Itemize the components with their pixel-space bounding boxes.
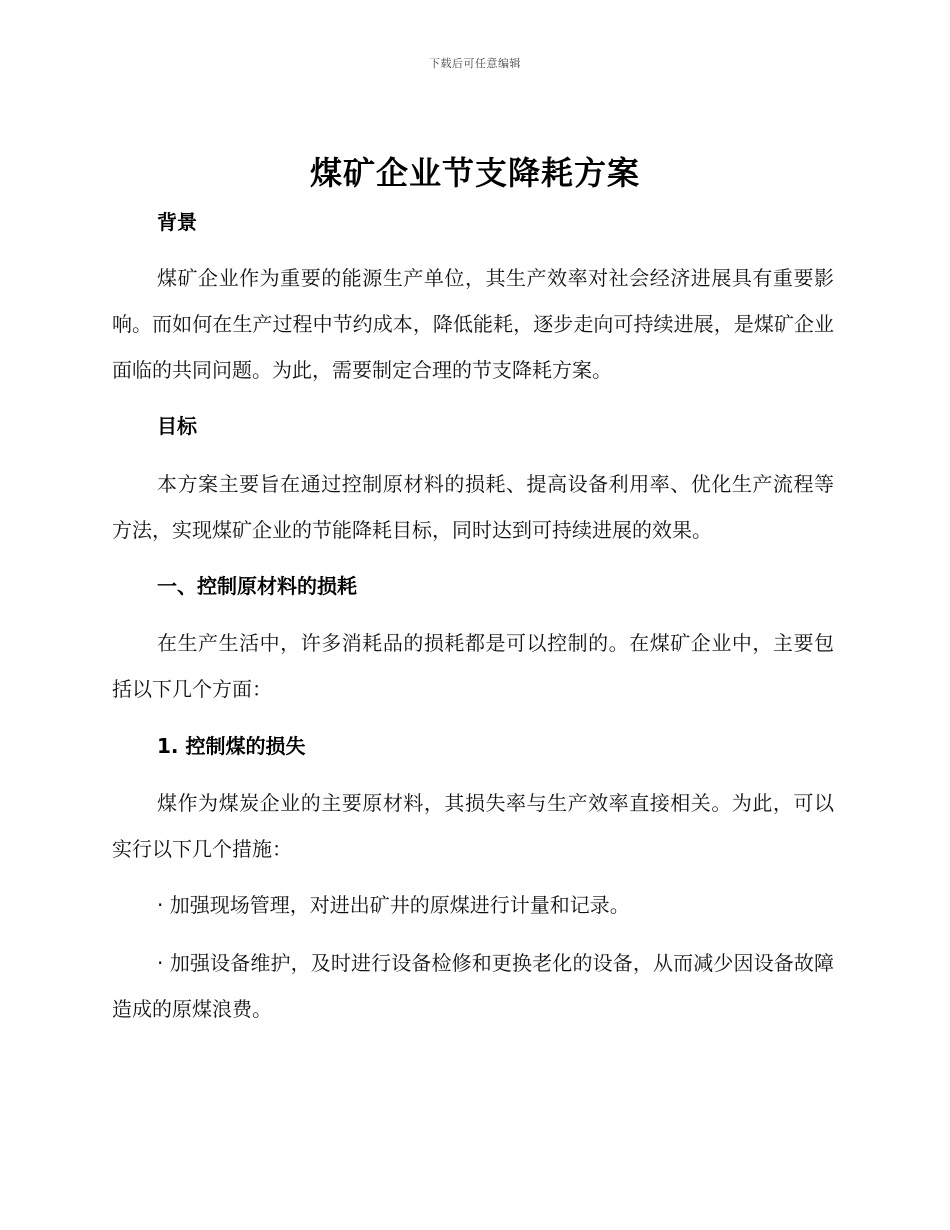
background-paragraph: 煤矿企业作为重要的能源生产单位，其生产效率对社会经济进展具有重要影响。而如何在生产过程中节约成本，降低能耗，逐步走向可持续进展，是煤矿企业面临的共同问题。为此，需要制定合理的节支降耗方案。 bbox=[112, 266, 834, 382]
subsection-heading-coal-loss: 1. 控制煤的损失 bbox=[157, 734, 306, 758]
document-title: 煤矿企业节支降耗方案 bbox=[309, 154, 640, 192]
coal-loss-paragraph: 煤作为煤炭企业的主要原材料，其损失率与生产效率直接相关。为此，可以实行以下几个措施： bbox=[112, 791, 834, 861]
list-item: · 加强现场管理，对进出矿井的原煤进行计量和记录。 bbox=[157, 893, 630, 917]
list-item: · 加强设备维护，及时进行设备检修和更换老化的设备，从而减少因设备故障造成的原煤浪费。 bbox=[112, 951, 834, 1021]
part1-paragraph: 在生产生活中，许多消耗品的损耗都是可以控制的。在煤矿企业中，主要包括以下几个方面： bbox=[112, 631, 834, 701]
header-note: 下载后可任意编辑 bbox=[429, 57, 521, 70]
section-heading-part1: 一、控制原材料的损耗 bbox=[157, 574, 357, 598]
section-heading-goal: 目标 bbox=[157, 414, 197, 438]
section-heading-background: 背景 bbox=[157, 210, 197, 234]
goal-paragraph: 本方案主要旨在通过控制原材料的损耗、提高设备利用率、优化生产流程等方法，实现煤矿企业的节能降耗目标，同时达到可持续进展的效果。 bbox=[112, 472, 834, 542]
